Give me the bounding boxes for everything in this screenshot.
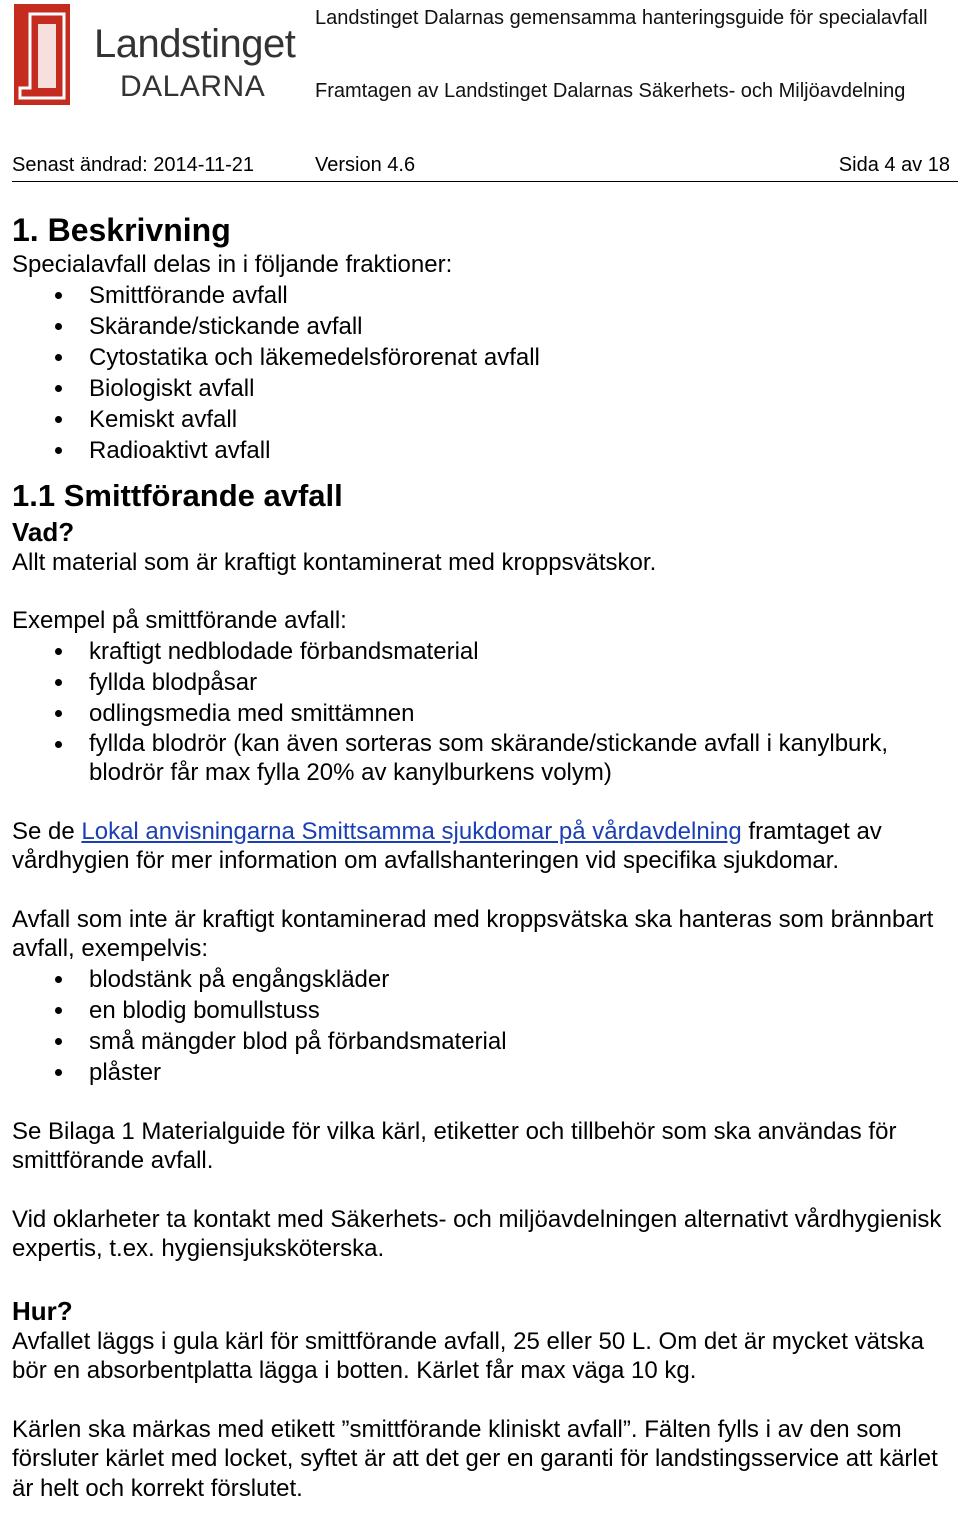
list-item: Cytostatika och läkemedelsförorenat avfall — [12, 342, 958, 373]
document-body — [12, 210, 958, 1503]
section-heading-smittforande: 1.1 Smittförande avfall — [12, 477, 343, 513]
label-instructions: Kärlen ska märkas med etikett ”smittförande kliniskt avfall”. Fälten fylls i av den som försluter kärlet med locket, syftet är att det ger en garanti för landstingsservice att kärlet är helt och korrekt förslutet. — [12, 1415, 938, 1502]
not-heavily-contaminated: Avfall som inte är kraftigt kontaminerad med kroppsvätska ska hanteras som brännbart avfall, exempelvis: — [12, 905, 934, 962]
logo-emblem-icon — [14, 4, 86, 106]
vad-text: Allt material som är kraftigt kontaminerat med kroppsvätskor. — [12, 548, 657, 576]
list-item: Skärande/stickande avfall — [12, 311, 958, 342]
document-title: Landstinget Dalarnas gemensamma hanteringsguide för specialavfall — [315, 7, 928, 29]
last-changed-date: Senast ändrad: 2014-11-21 — [12, 154, 255, 176]
see-local-guidelines — [12, 817, 958, 876]
list-item: odlingsmedia med smittämnen — [12, 698, 958, 729]
subheading-hur: Hur? — [12, 1295, 73, 1326]
list-item: en blodig bomullstuss — [12, 995, 958, 1026]
list-item: små mängder blod på förbandsmaterial — [12, 1026, 958, 1057]
list-item: plåster — [12, 1057, 958, 1088]
logo-title: Landstinget — [94, 22, 296, 66]
list-item: Biologiskt avfall — [12, 373, 958, 404]
section-heading-beskrivning: 1. Beskrivning — [12, 212, 231, 248]
fractions-list — [12, 280, 958, 466]
fractions-intro: Specialavfall delas in i följande fraktioner: — [12, 251, 453, 278]
logo-subtitle: DALARNA — [120, 70, 266, 103]
list-item: Kemiskt avfall — [12, 404, 958, 435]
version: Version 4.6 — [315, 154, 416, 176]
examples-intro: Exempel på smittförande avfall: — [12, 607, 347, 634]
bilaga-reference: Se Bilaga 1 Materialguide för vilka kärl, etiketter och tillbehör som ska användas för smittförande avfall. — [12, 1117, 897, 1174]
page-number: Sida 4 av 18 — [838, 154, 950, 176]
local-guidelines-link[interactable]: Lokal anvisningarna Smittsamma sjukdomar på vårdavdelning — [81, 817, 742, 845]
list-item: Radioaktivt avfall — [12, 435, 958, 466]
contact-info: Vid oklarheter ta kontakt med Säkerhets- och miljöavdelningen alternativt vårdhygienisk expertis, t.ex. hygiensjuksköterska. — [12, 1205, 942, 1262]
see-suffix: framtaget av vårdhygien för mer information om avfallshanteringen vid specifika sjukdomar. — [12, 817, 882, 874]
subheading-vad: Vad? — [12, 516, 75, 547]
list-item: Smittförande avfall — [12, 280, 958, 311]
list-item: fyllda blodrör (kan även sorteras som skärande/stickande avfall i kanylburk, blodrör får max fylla 20% av kanylburkens volym) — [12, 729, 958, 788]
see-prefix: Se de — [12, 817, 82, 845]
list-item: kraftigt nedblodade förbandsmaterial — [12, 636, 958, 667]
document-author: Framtagen av Landstinget Dalarnas Säkerhets- och Miljöavdelning — [315, 80, 906, 102]
page-header — [0, 0, 960, 140]
landstinget-logo — [14, 4, 296, 106]
examples-list — [12, 636, 958, 788]
list-item: fyllda blodpåsar — [12, 667, 958, 698]
hur-text: Avfallet läggs i gula kärl för smittförande avfall, 25 eller 50 L. Om det är mycket vätska bör en absorbentplatta lägga i botten. Kärlet får max väga 10 kg. — [12, 1327, 924, 1384]
document-meta — [12, 152, 950, 182]
list-item: blodstänk på engångskläder — [12, 964, 958, 995]
burnable-list — [12, 964, 958, 1088]
header-divider — [12, 181, 958, 182]
